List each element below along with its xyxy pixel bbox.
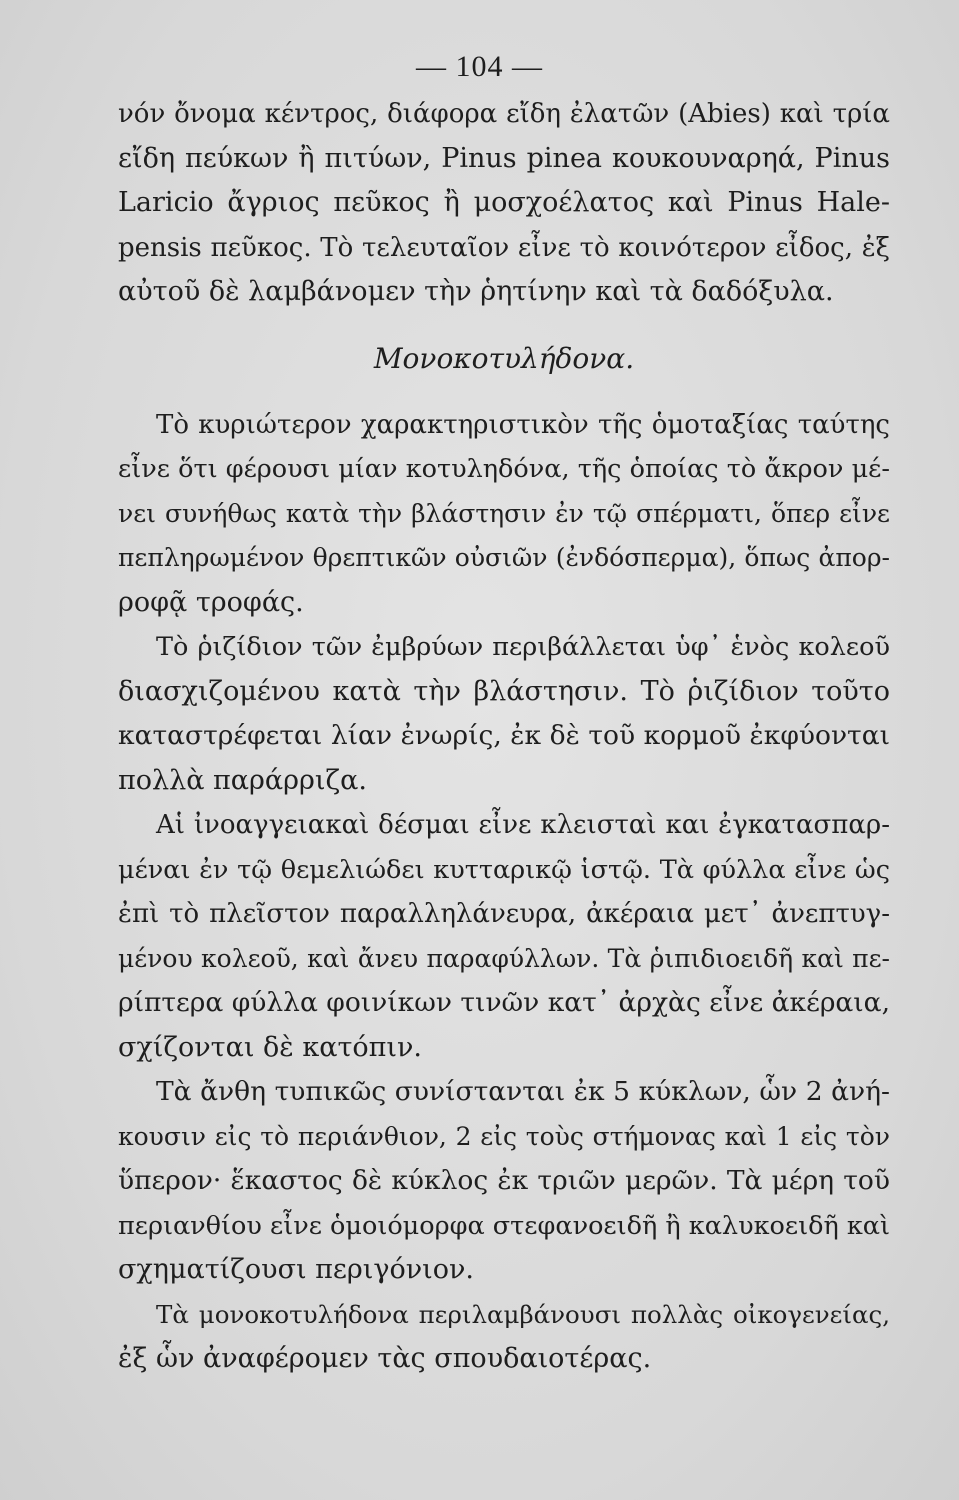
text-line: περιανθίου εἶνε ὁμοιόμορφα στεφανοειδῆ ἢ καλυκοειδῆ καὶ — [118, 1210, 890, 1241]
text-line: πολλὰ παράρριζα. — [118, 764, 367, 796]
text-line: μέναι ἐν τῷ θεμελιώδει κυτταρικῷ ἱστῷ. Τὰ φύλλα εἶνε ὡς — [118, 854, 890, 885]
text-line: εἴδη πεύκων ἢ πιτύων, Pinus pinea κουκουναρηά, Pinus — [118, 142, 890, 174]
text-line: ρίπτερα φύλλα φοινίκων τινῶν κατ᾽ ἀρχὰς εἶνε ἀκέραια, — [118, 987, 890, 1018]
text-line: σχίζονται δὲ κατόπιν. — [118, 1031, 422, 1063]
text-line: εἶνε ὅτι φέρουσι μίαν κοτυληδόνα, τῆς ὁποίας τὸ ἄκρον μέ- — [118, 454, 890, 484]
text-line: Laricio ἄγριος πεῦκος ἢ μοσχοέλατος καὶ Pinus Hale- — [118, 187, 890, 218]
text-line: αὐτοῦ δὲ λαμβάνομεν τὴν ῥητίνην καὶ τὰ δαδόξυλα. — [118, 276, 834, 307]
text-line: κουσιν εἰς τὸ περιάνθιον, 2 εἰς τοὺς στήμονας καὶ 1 εἰς τὸν — [118, 1121, 890, 1151]
paragraph-start-line: Τὰ ἄνθη τυπικῶς συνίστανται ἐκ 5 κύκλων, ὧν 2 ἀνή- — [156, 1076, 890, 1107]
text-line: ἐπὶ τὸ πλεῖστον παραλληλάνευρα, ἀκέραια μετ᾽ ἀνεπτυγ- — [118, 899, 890, 929]
text-line: πεπληρωμένον θρεπτικῶν οὐσιῶν (ἐνδόσπερμα), ὅπως ἀπορ- — [118, 543, 890, 572]
section-heading: Μονοκοτυλήδονα. — [373, 341, 635, 375]
page-number: — 104 — — [416, 50, 543, 83]
text-line: μένου κολεοῦ, καὶ ἄνευ παραφύλλων. Τὰ ῥιπιδιοειδῆ καὶ πε- — [118, 943, 890, 973]
text-line: σχηματίζουσι περιγόνιον. — [118, 1254, 475, 1285]
paragraph-start-line: Τὸ κυριώτερον χαρακτηριστικὸν τῆς ὁμοταξίας ταύτης — [156, 409, 890, 440]
page-text — [118, 92, 890, 1382]
text-line: ροφᾷ τροφάς. — [118, 586, 304, 618]
paragraph-start-line: Τὸ ῥιζίδιον τῶν ἐμβρύων περιβάλλεται ὑφ᾽ ἑνὸς κολεοῦ — [156, 632, 890, 662]
paragraph-start-line: Τὰ μονοκοτυλήδονα περιλαμβάνουσι πολλὰς οἰκογενείας, — [156, 1299, 890, 1329]
text-line: νόν ὄνομα κέντρος, διάφορα εἴδη ἐλατῶν (Abies) καὶ τρία — [118, 99, 890, 129]
text-line: ἐξ ὧν ἀναφέρομεν τὰς σπουδαιοτέρας. — [118, 1343, 652, 1374]
text-line: pensis πεῦκος. Τὸ τελευταῖον εἶνε τὸ κοινότερον εἶδος, ἐξ — [118, 232, 890, 263]
paragraph-start-line: Αἱ ἰνοαγγειακαὶ δέσμαι εἶνε κλεισταὶ και ἐγκατασπαρ- — [156, 810, 890, 840]
text-line: νει συνήθως κατὰ τὴν βλάστησιν ἐν τῷ σπέρματι, ὅπερ εἶνε — [118, 498, 890, 528]
text-line: ὕπερον· ἕκαστος δὲ κύκλος ἐκ τριῶν μερῶν. Τὰ μέρη τοῦ — [118, 1165, 890, 1196]
text-line: καταστρέφεται λίαν ἐνωρίς, ἐκ δὲ τοῦ κορμοῦ ἐκφύονται — [118, 720, 890, 751]
text-line: διασχιζομένου κατὰ τὴν βλάστησιν. Τὸ ῥιζίδιον τοῦτο — [118, 675, 890, 707]
